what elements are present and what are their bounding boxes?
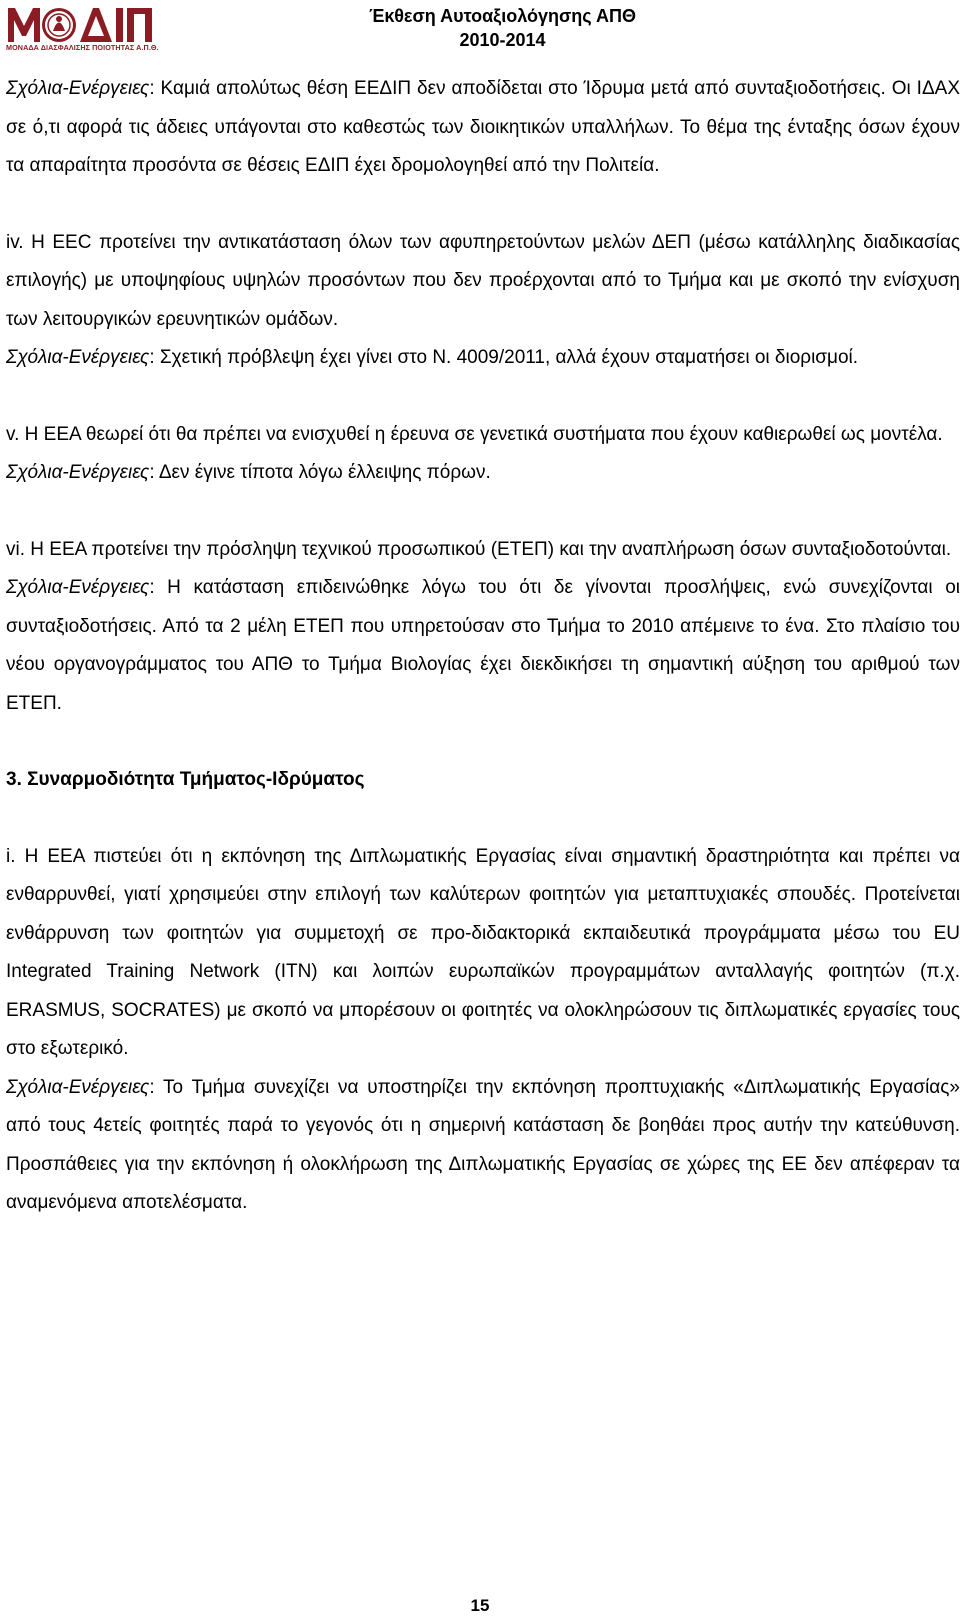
document-body <box>6 70 960 1223</box>
report-title <box>369 4 636 52</box>
paragraph-item-v: v. Η ΕΕΑ θεωρεί ότι θα πρέπει να ενισχυθεί η έρευνα σε γενετικά συστήματα που έχουν καθιερωθεί ως μοντέλα. <box>6 423 943 445</box>
paragraph-item-i: i. Η ΕΕΑ πιστεύει ότι η εκπόνηση της Διπλωματικής Εργασίας είναι σημαντική δραστηριότητα και πρέπει να ενθαρρυνθεί, γιατί χρησιμεύει στην επιλογή των καλύτερων φοιτητών για μεταπτυχιακές σπουδές. Προτείνεται ενθάρρυνση των φοιτητών για συμμετοχή σε προ-διδακτορικά εκπαιδευτικά προγράμματα μέσω του EU Integrated Training Network (ITN) και λοιπών ευρωπαϊκών προγραμμάτων ανταλλαγής φοιτητών (π.χ. ERASMUS, SOCRATES) με σκοπό να μπορέσουν οι φοιτητές να ολοκληρώσουν τις διπλωματικές εργασίες τους στο εξωτερικό. <box>6 845 960 1059</box>
logo-caption: ΜΟΝΑΔΑ ΔΙΑΣΦΑΛΙΣΗΣ ΠΟΙΟΤΗΤΑΣ Α.Π.Θ. <box>6 43 159 52</box>
paragraph-comments-5 <box>6 1069 960 1223</box>
comments-text: : Το Τμήμα συνεχίζει να υποστηρίζει την εκπόνηση προπτυχιακής «Διπλωματικής Εργασίας» από τους 4ετείς φοιτητές παρά το γεγονός ότι η σημερινή κατάσταση δε βοηθάει προς αυτήν την κατεύθυνση. Προσπάθειες για την εκπόνηση ή ολοκλήρωση της Διπλωματικής Εργασίας σε χώρες της ΕΕ δεν απέφεραν τα αναμενόμενα αποτελέσματα. <box>6 1076 960 1213</box>
paragraph-item-vi: vi. Η ΕΕΑ προτείνει την πρόσληψη τεχνικού προσωπικού (ΕΤΕΠ) και την αναπλήρωση όσων συνταξιοδοτούνται. <box>6 538 952 560</box>
comments-text: : Σχετική πρόβλεψη έχει γίνει στο Ν. 4009/2011, αλλά έχουν σταματήσει οι διορισμοί. <box>149 347 859 368</box>
comments-text: : Καμιά απολύτως θέση ΕΕΔΙΠ δεν αποδίδεται στο Ίδρυμα μετά από συνταξιοδοτήσεις. Οι ΙΔΑΧ σε ό,τι αφορά τις άδειες υπάγονται στο καθεστώς των διοικητικών υπαλλήλων. Το θέμα της ένταξης όσων έχουν τα απαραίτητα προσόντα σε θέσεις ΕΔΙΠ έχει δρομολογηθεί από την Πολιτεία. <box>6 78 960 176</box>
page-header <box>0 0 960 62</box>
paragraph-comments-1 <box>6 70 960 186</box>
section-heading: 3. Συναρμοδιότητα Τμήματος-Ιδρύματος <box>6 769 365 790</box>
paragraph-comments-2 <box>6 339 960 378</box>
paragraph-item-iv: iv. Η EEC προτείνει την αντικατάσταση όλων των αφυπηρετούντων μελών ΔΕΠ (μέσω κατάλληλης διαδικασίας επιλογής) με υποψηφίους υψηλών προσόντων που δεν προέρχονται από το Τμήμα και με σκοπό την ενίσχυση των λειτουργικών ερευνητικών ομάδων. <box>6 231 960 330</box>
paragraph-comments-4 <box>6 569 960 723</box>
comments-text: : Δεν έγινε τίποτα λόγω έλλειψης πόρων. <box>149 462 491 483</box>
comments-label: Σχόλια-Ενέργειες <box>6 577 150 598</box>
comments-label: Σχόλια-Ενέργειες <box>6 78 150 99</box>
report-years: 2010-2014 <box>459 30 546 50</box>
comments-label: Σχόλια-Ενέργειες <box>6 1076 150 1098</box>
modip-logo-graphic <box>6 4 154 44</box>
paragraph-comments-3 <box>6 454 960 493</box>
report-title-text: Έκθεση Αυτοαξιολόγησης ΑΠΘ <box>369 6 636 26</box>
comments-label: Σχόλια-Ενέργειες <box>6 347 150 368</box>
comments-text: : Η κατάσταση επιδεινώθηκε λόγω του ότι δε γίνονται προσλήψεις, ενώ συνεχίζονται οι συνταξιοδοτήσεις. Από τα 2 μέλη ΕΤΕΠ που υπηρετούσαν στο Τμήμα το 2010 απέμεινε το ένα. Στο πλαίσιο του νέου οργανογράμματος του ΑΠΘ το Τμήμα Βιολογίας έχει διεκδικήσει τη σημαντική αύξηση του αριθμού των ΕΤΕΠ. <box>6 577 960 714</box>
page-number: 15 <box>470 1596 490 1615</box>
comments-label: Σχόλια-Ενέργειες <box>6 462 150 483</box>
